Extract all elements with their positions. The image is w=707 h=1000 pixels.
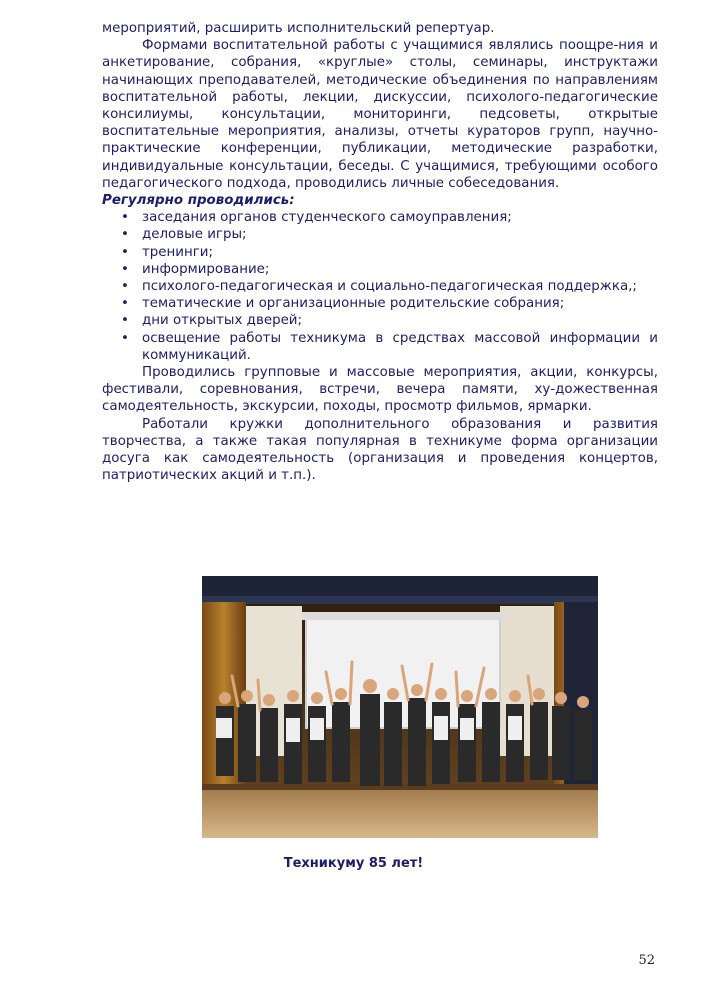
intro-tail: мероприятий, расширить исполнительский репертуар.	[102, 21, 495, 36]
list-item: • тренинги;	[142, 244, 658, 261]
paragraph-circles: Работали кружки дополнительного образования и развития творчества, а также такая популярная в техникуме форма организации досуга как самодеятельность (организация и проведения концертов, патриотических акций и т.п.).	[102, 416, 658, 484]
section-heading: Регулярно проводились:	[102, 193, 295, 209]
list-item: • деловые игры;	[142, 226, 658, 243]
bullet-list	[102, 209, 658, 364]
stage-photo	[202, 576, 598, 838]
list-item: • психолого-педагогическая и социально-педагогическая поддержка,;	[142, 278, 658, 295]
list-item: • заседания органов студенческого самоуправления;	[142, 209, 658, 226]
photo-caption: Техникуму 85 лет!	[283, 856, 424, 871]
list-item: • дни открытых дверей;	[142, 312, 658, 329]
list-item: • информирование;	[142, 261, 658, 278]
document-body	[102, 20, 658, 484]
paragraph-forms: Формами воспитательной работы с учащимися являлись поощре-ния и анкетирование, собрания, «круглые» столы, семинары, инструктажи начинающих преподавателей, методические объединения по направлениям воспитательной работы, лекции, дискуссии, психолого-педагогические консилиумы, консультации, мониторинги, педсоветы, открытые воспитательные мероприятия, анализы, отчеты кураторов групп, научно-практические конференции, публикации, методические разработки, индивидуальные консультации, беседы. С учащимися, требующими особого педагогического подхода, проводились личные собеседования.	[102, 38, 658, 191]
paragraph-events: Проводились групповые и массовые мероприятия, акции, конкурсы, фестивали, соревнования, встречи, вечера памяти, ху-дожественная самодеятельность, экскурсии, походы, просмотр фильмов, ярмарки.	[102, 365, 658, 415]
list-item: • тематические и организационные родительские собрания;	[142, 295, 658, 312]
page-number: 52	[638, 953, 655, 968]
list-item: • освещение работы техникума в средствах массовой информации и коммуникаций.	[142, 330, 658, 364]
